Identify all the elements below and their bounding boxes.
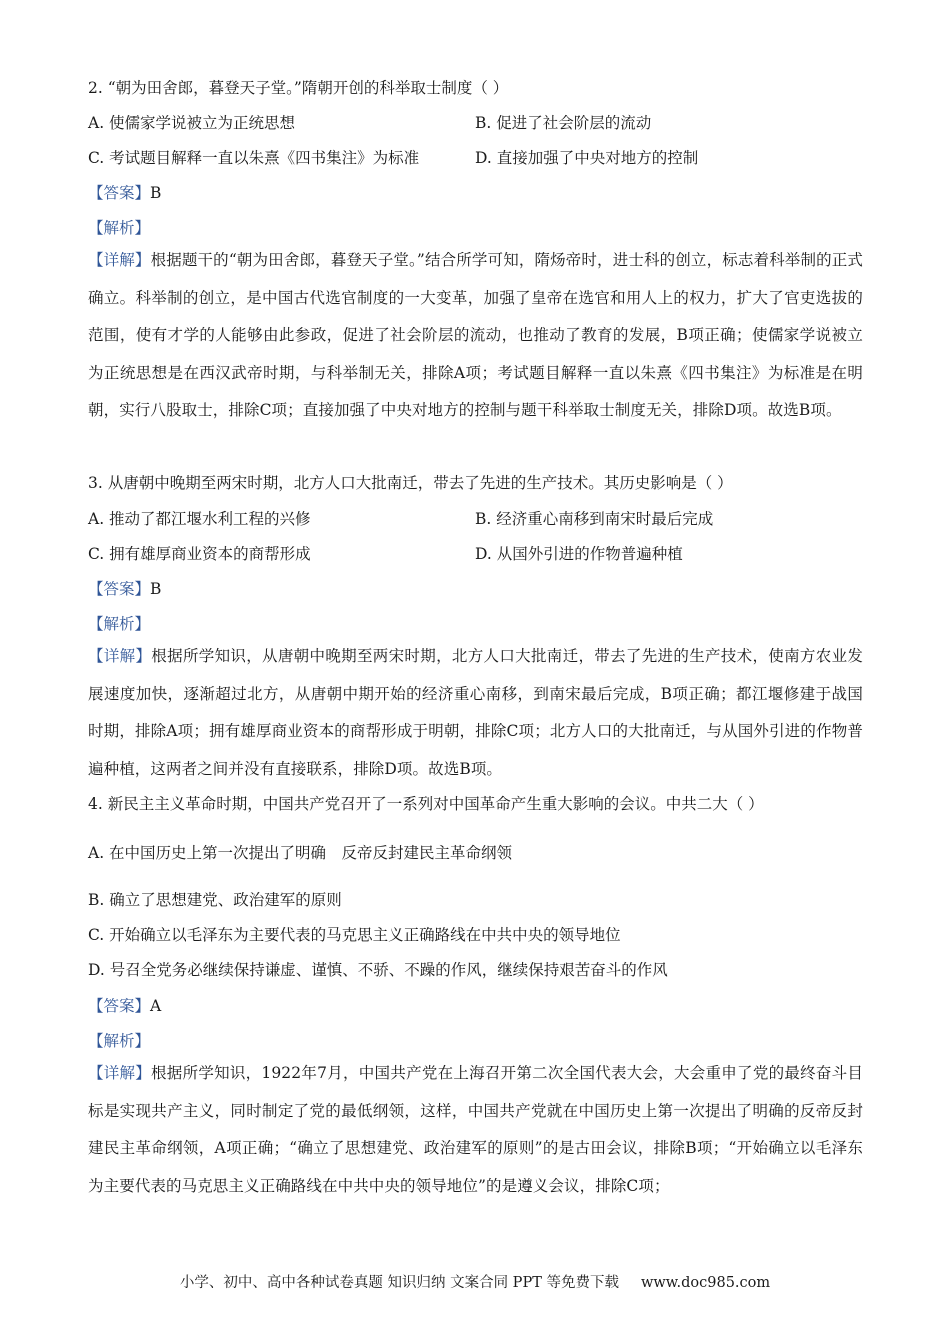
answer-tag: 【答案】 <box>88 184 151 202</box>
footer-text: 小学、初中、高中各种试卷真题 知识归纳 文案合同 PPT 等免费下载 <box>179 1275 619 1291</box>
question-4-option-d: D. 号召全党务必继续保持谦虚、谨慎、不骄、不躁的作风，继续保持艰苦奋斗的作风 <box>88 961 668 979</box>
question-3-option-b: B. 经济重心南移到南宋时最后完成 <box>475 510 714 528</box>
question-4-analysis-tag: 【解析】 <box>88 1032 151 1050</box>
question-2-stem: 2. “朝为田舍郎，暮登天子堂。”隋朝开创的科举取士制度（ ） <box>88 79 509 97</box>
page-footer <box>0 1271 950 1292</box>
question-2-option-d: D. 直接加强了中央对地方的控制 <box>475 149 699 167</box>
answer-tag: 【答案】 <box>88 997 151 1015</box>
detail-text: 根据所学知识，从唐朝中晚期至两宋时期，北方人口大批南迁，带去了先进的生产技术，使南方农业发展速度加快，逐渐超过北方，从唐朝中期开始的经济重心南移，到南宋最后完成，B项正确；都江堰修建于战国时期，排除A项；拥有雄厚商业资本的商帮形成于明朝，排除C项；北方人口的大批南迁，与从国外引进的作物普遍种植，这两者之间并没有直接联系，排除D项。故选B项。 <box>88 647 863 778</box>
answer-tag: 【答案】 <box>88 580 151 598</box>
detail-text: 根据题干的“朝为田舍郎，暮登天子堂。”结合所学可知，隋炀帝时，进士科的创立，标志着科举制的正式确立。科举制的创立，是中国古代选官制度的一大变革，加强了皇帝在选官和用人上的权力，扩大了官吏选拔的范围，使有才学的人能够由此参政，促进了社会阶层的流动，也推动了教育的发展，B项正确；使儒家学说被立为正统思想是在西汉武帝时期，与科举制无关，排除A项；考试题目解释一直以朱熹《四书集注》为标准是在明朝，实行八股取士，排除C项；直接加强了中央对地方的控制与题干科举取士制度无关，排除D项。故选B项。 <box>88 251 863 420</box>
question-3-option-d: D. 从国外引进的作物普遍种植 <box>475 545 683 563</box>
question-4-stem: 4. 新民主主义革命时期，中国共产党召开了一系列对中国革命产生重大影响的会议。中共二大（ ） <box>88 795 764 813</box>
question-2-option-b: B. 促进了社会阶层的流动 <box>475 114 652 132</box>
question-4-option-c: C. 开始确立以毛泽东为主要代表的马克思主义正确路线在中共中央的领导地位 <box>88 926 621 944</box>
answer-value: B <box>150 184 162 202</box>
question-3-option-c: C. 拥有雄厚商业资本的商帮形成 <box>88 545 311 563</box>
question-4-option-a: A. 在中国历史上第一次提出了明确 反帝反封建民主革命纲领 <box>88 844 513 862</box>
footer-site-link[interactable]: www.doc985.com <box>640 1275 771 1291</box>
question-3-option-a: A. 推动了都江堰水利工程的兴修 <box>88 510 311 528</box>
question-4-option-b: B. 确立了思想建党、政治建军的原则 <box>88 891 342 909</box>
question-4-answer <box>88 996 161 1016</box>
answer-value: B <box>150 580 162 598</box>
answer-value: A <box>150 997 162 1015</box>
question-2-answer <box>88 183 161 203</box>
question-2-option-c: C. 考试题目解释一直以朱熹《四书集注》为标准 <box>88 149 420 167</box>
question-3-stem: 3. 从唐朝中晚期至两宋时期，北方人口大批南迁，带去了先进的生产技术。其历史影响是（ ） <box>88 474 733 492</box>
question-2-analysis-tag: 【解析】 <box>88 219 151 237</box>
detail-tag: 【详解】 <box>88 647 152 665</box>
question-3-answer <box>88 579 161 599</box>
question-2-detail <box>88 242 863 430</box>
question-2-option-a: A. 使儒家学说被立为正统思想 <box>88 114 296 132</box>
detail-text: 根据所学知识，1922年7月，中国共产党在上海召开第二次全国代表大会，大会重申了党的最终奋斗目标是实现共产主义，同时制定了党的最低纲领，这样，中国共产党就在中国历史上第一次提出了明确的反帝反封建民主革命纲领，A项正确；“确立了思想建党、政治建军的原则”的是古田会议，排除B项；“开始确立以毛泽东为主要代表的马克思主义正确路线在中共中央的领导地位”的是遵义会议，排除C项； <box>88 1064 863 1195</box>
detail-tag: 【详解】 <box>88 1064 152 1082</box>
question-3-detail <box>88 638 863 788</box>
detail-tag: 【详解】 <box>88 251 151 269</box>
question-3-analysis-tag: 【解析】 <box>88 615 151 633</box>
question-4-detail <box>88 1055 863 1205</box>
